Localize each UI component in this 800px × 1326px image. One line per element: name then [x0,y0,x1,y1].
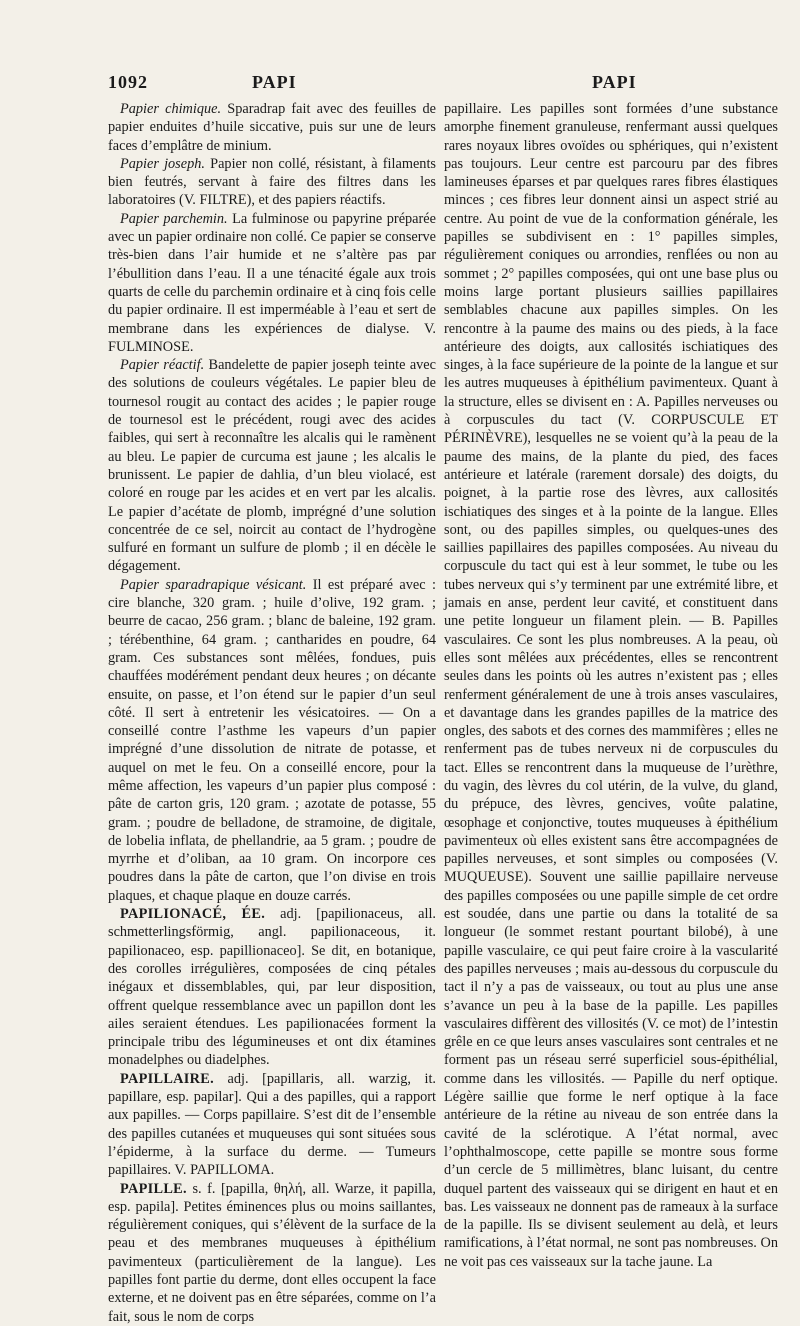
dictionary-entry [108,210,436,356]
entry-text: adj. [papilionaceus, all. schmetterlingsförmig, angl. papilionaceous, it. papilionaceo, esp. papillionaceo]. Se dit, en botanique, des corolles irrégulières, composées de cinq pétales inégaux et dissemblables, qui, par leur disposition, offrent quelque ressemblance avec un papillon dont les ailes seraient étendues. Les papilionacées forment la principale tribu des légumineuses et ont dix étamines monadelphes ou diadelphes. [108,906,436,1069]
headword: PAPILLE. [120,1180,187,1197]
headword-entry [108,1070,436,1180]
entry-text: La fulminose ou papyrine préparée avec un papier ordinaire non collé. Ce papier se conserve très-bien dans l’air humide et ne s’altère pas par l’ébullition dans l’eau. Il a une ténacité égale aux trois quarts de celle du parchemin ordinaire et à cinq fois celle du papier ordinaire. Il est imperméable à l’eau et sert de membrane dans les expériences de dialyse. V. FULMINOSE. [108,210,436,355]
headword: PAPILLAIRE. [120,1070,214,1087]
headword-entry [108,1180,436,1326]
dictionary-entry [108,100,436,155]
entry-text: Papier non collé, résistant, à filaments bien feutrés, servant à faire des filtres dans les laboratoires (V. FILTRE), et des papiers réactifs. [108,155,436,209]
entry-continuation: papillaire. Les papilles sont formées d’une substance amorphe finement granuleuse, renfermant aussi quelques rares noyaux libres ovoïdes ou sphériques, qui n’existent pas toujours. Leur centre est parcouru par des fibres lamineuses éparses et par quelques rares fibres élastiques minces ; ces fibres leur donnent ainsi un aspect strié au centre. Au point de vue de la conformation générale, les papilles se subdivisent en : 1° papilles simples, régulièrement coniques ou arrondies, renflées ou non au sommet ; 2° papilles composées, qui ont une base plus ou moins large portant plusieurs saillies papillaires semblables chacune aux papilles simples. On les rencontre à la paume des mains ou des pieds, à la face antérieure des doigts, aux callosités ischiatiques des singes, à la face supérieure de la pointe de la langue et sur les autres muqueuses à épithélium pavimenteux. Quant à la structure, elles se divisent en : A. Papilles nerveuses ou à corpuscules du tact (V. CORPUSCULE ET PÉRINÈVRE), lesquelles ne se voient qu’à la peau de la paume des mains, de la plante du pied, des faces antérieure et latérale (rarement dorsale) des doigts, du poignet, à la partie rose des lèvres, aux callosités ischiatiques des singes et à la pointe de la langue. Elles sont, ou des papilles simples, ou quelques-unes des saillies papillaires des papilles composées. Au niveau du corpuscule du tact qui est à leur sommet, le tube ou les tubes nerveux qui s’y terminent par une extrémité libre, et jamais en anse, perdent leur cavité, et constituent dans une petite longueur un filament plein. — B. Papilles vasculaires. Ce sont les plus nombreuses. A la peau, où elles sont mêlées aux précédentes, elles se rencontrent seules dans les points où les autres n’existent pas ; elles renferment généralement de une à trois anses vasculaires, et davantage dans les grandes papilles de la matrice des ongles, des sabots et des cornes des mammifères ; elles ne renferment pas de tubes nerveux ni de corpuscules du tact. Elles se rencontrent dans la muqueuse de l’urèthre, du vagin, des lèvres du col utérin, de la vulve, du gland, du prépuce, des lèvres, gencives, voûte palatine, œsophage et conjonctive, toutes muqueuses à épithélium pavimenteux où elles existent sans être accompagnées de papilles nerveuses, et sont simples ou composées (V. MUQUEUSE). Souvent une saillie papillaire nerveuse des papilles composées ou une papille simple de cet ordre est soudée, dans une partie ou dans la totalité de sa longueur (le sommet restant pourtant bilobé), à une papille vasculaire, ce qui peut faire croire à la vascularité des papilles nerveuses ; mais au-dessous du corpuscule du tact il n’y a pas de vaisseaux, ou tout au plus une anse s’avance un peu à la base de la papille. Les papilles vasculaires diffèrent des villosités (V. ce mot) de l’intestin grêle en ce que leurs anses vasculaires sont centrales et ne forment pas un réseau serré superficiel sous-épithélial, comme dans les villosités. — Papille du nerf optique. Légère saillie que forme le nerf optique à la face antérieure de la rétine au niveau de son entrée dans la cavité de la sclérotique. A l’état normal, avec l’ophthalmoscope, cette papille se montre sous forme d’un cercle de 5 millimètres, blanc luisant, du centre duquel partent des vaisseaux qui se dirigent en haut et en bas. Les vaisseaux ne donnent pas de rameaux à la surface de la papille. Ils se divisent seulement au delà, et leurs ramifications, à l’état normal, ne sont pas nombreuses. On ne voit pas ces vaisseaux sur la tache jaune. La [444,101,778,1270]
entry-text: Bandelette de papier joseph teinte avec des solutions de couleurs végétales. Le papier bleu de tournesol rougit au contact des acides ; le papier rouge de tournesol est le précédent, rougi avec des acides faibles, qui sert à reconnaître les alcalis qui le ramènent au bleu. Le papier de curcuma est jaune ; les alcalis le brunissent. Le papier de dahlia, d’un bleu violacé, est coloré en rouge par les acides et en vert par les alcalis. Le papier d’acétate de plomb, imprégné d’une solution concentrée de ce sel, noircit au contact de l’hydrogène sulfuré en formant un sulfure de plomb ; il en décèle le dégagement. [108,357,437,575]
dictionary-entry [108,155,436,210]
entry-text: Il est préparé avec : cire blanche, 320 gram. ; huile d’olive, 192 gram. ; beurre de cacao, 256 gram. ; blanc de baleine, 192 gram. ; térébenthine, 64 gram. ; cantharides en poudre, 64 gram. Ces substances sont mêlées, fondues, puis chauffées modérément pendant deux heures ; on décante ensuite, on passe, et l’on étend sur le papier d’un seul côté. Il sert à entretenir les vésicatoires. — On a conseillé contre l’asthme les vapeurs d’un papier imprégné d’une dissolution de nitrate de potasse, et auquel on met le feu. On a conseillé encore, pour la même affection, les vapeurs d’un papier plus composé : pâte de carton gris, 120 gram. ; azotate de potasse, 55 gram. ; poudre de belladone, de stramoine, de digitale, de lobelia inflata, de phellandrie, aa 5 gram. ; poudre de myrrhe et d’oliban, aa 10 gram. On incorpore ces poudres dans la pâte de carton, que l’on divise en trois plaques, et chaque plaque en douze carrés. [108,576,436,904]
entry-term: Papier parchemin. [120,210,228,227]
right-column [444,100,778,1270]
entry-term: Papier réactif. [120,357,205,374]
dictionary-entry [108,356,436,576]
headword: PAPILIONACÉ, ÉE. [120,906,266,923]
entry-term: Papier chimique. [120,101,222,117]
entry-text: s. f. [papilla, θηλή, all. Warze, it papilla, esp. papila]. Petites éminences plus ou moins saillantes, régulièrement coniques, qui s’élèvent de la surface de la peau et des membranes muqueuses à épithélium pavimenteux (particulièrement de la langue). Les papilles font partie du derme, dont elles occupent la face externe, et ne doivent pas en être séparées, comme on l’a fait, sous le nom de corps [108,1180,436,1325]
headword-entry [108,905,436,1070]
left-column [108,100,437,1325]
page-number: 1092 [108,72,148,92]
entry-text: adj. [papillaris, all. warzig, it. papillare, esp. papilar]. Qui a des papilles, qui a rapport aux papilles. — Corps papillaire. S’est dit de l’ensemble des papilles cutanées et muqueuses qui sont situées sous l’épiderme, à la surface du derme. — Tumeurs papillaires. V. PAPILLOMA. [108,1070,436,1179]
dictionary-entry [108,576,436,905]
headword-right: PAPI [592,72,637,92]
entry-text: Sparadrap fait avec des feuilles de papier enduites d’huile siccative, puis sur une de leurs faces d’emplâtre de minium. [108,101,436,154]
entry-term: Papier joseph. [120,155,205,172]
entry-term: Papier sparadrapique vésicant. [120,576,307,593]
running-header [0,72,800,96]
headword-left: PAPI [252,72,297,92]
